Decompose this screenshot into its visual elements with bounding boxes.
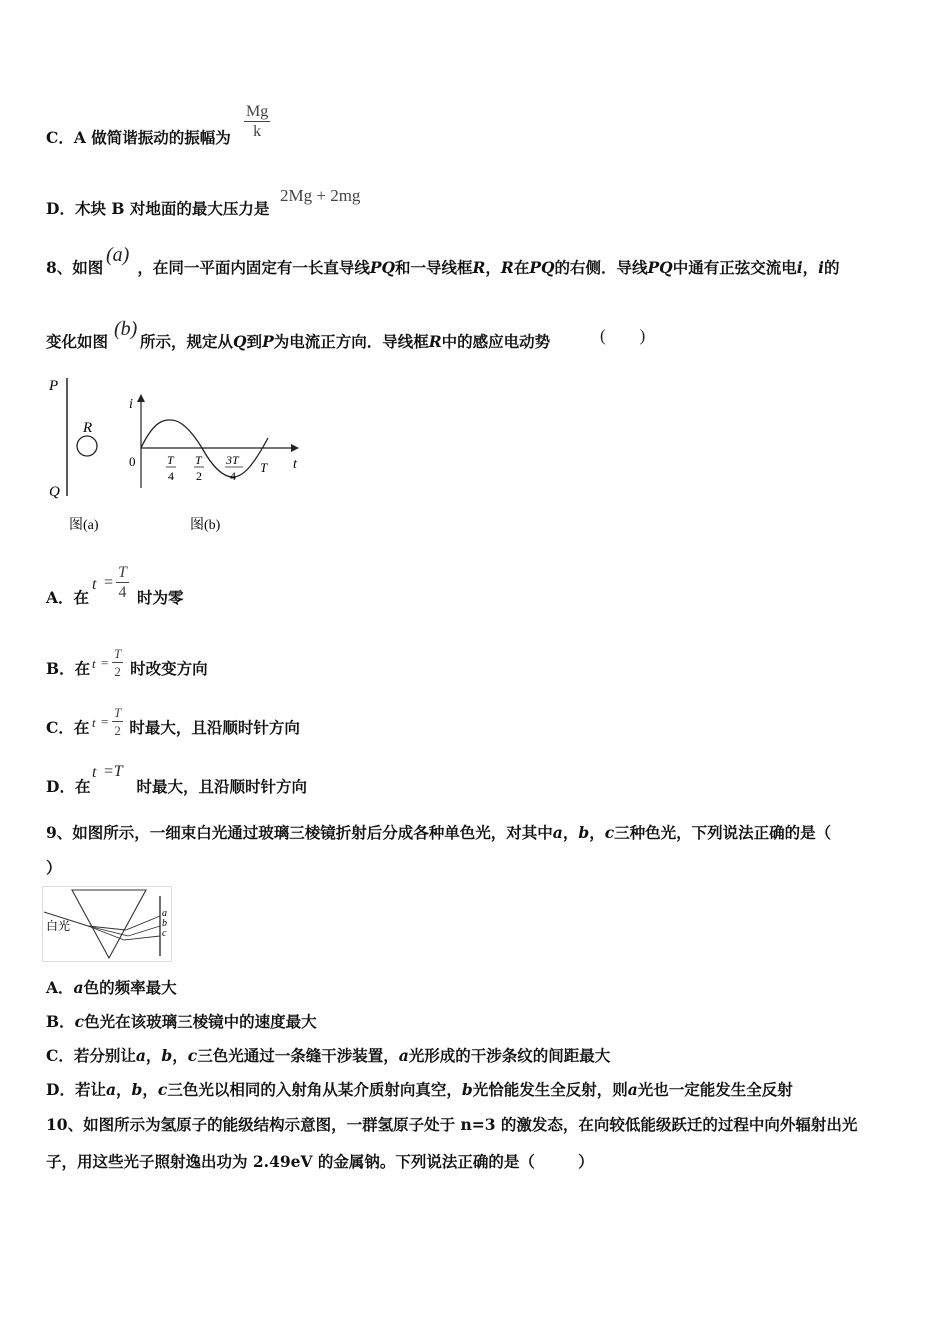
fraction-denominator: 2 (114, 664, 121, 679)
q10-stem-line1: 10、如图所示为氢原子的能级结构示意图，一群氢原子处于 n=3 的激发态，在向较低能级跃迁的过程中向外辐射出光 (46, 1115, 858, 1134)
text: ， (589, 823, 605, 842)
label-p: P (49, 378, 59, 394)
text: 到 (246, 332, 263, 351)
text: 中通有正弦交流电 (672, 258, 797, 277)
white-light-label: 白光 (46, 919, 71, 933)
fraction-numerator: Mg (246, 103, 269, 120)
text: ， (116, 1080, 132, 1099)
text: 时最大，且沿顺时针方向 (129, 718, 300, 737)
q7-option-d (46, 199, 269, 219)
ray-c (124, 936, 160, 940)
option-label: C． (46, 718, 74, 737)
var-pq: PQ (529, 258, 555, 277)
text: ，在同一平面内固定有一长直导线 (137, 258, 370, 277)
text: 如图 (72, 258, 104, 277)
var-r: R (472, 258, 486, 277)
text: 9、如图所示，一细束白光通过玻璃三棱镜折射后分成各种单色光，对其中 (46, 823, 553, 842)
q8-option-d (46, 777, 307, 797)
text: ， (562, 823, 579, 842)
q7c-fraction (244, 102, 270, 141)
text: 和一导线框 (395, 258, 473, 277)
var-b: b (131, 1080, 143, 1099)
tick-t4-num: T (167, 453, 174, 467)
text: 在 (74, 659, 91, 678)
var-a: a (135, 1046, 146, 1065)
text: 在 (513, 258, 530, 277)
text: 三色光通过一条缝干涉装置， (197, 1046, 399, 1065)
q8-option-c (46, 718, 300, 738)
opt-b-eq: = (101, 655, 109, 670)
option-label: B． (46, 659, 75, 678)
var-r: R (500, 258, 514, 277)
fraction-numerator: T (114, 705, 122, 720)
q9-stem-line2: ） (46, 858, 62, 877)
opt-c-t: t (92, 715, 96, 730)
text: 光形成的干涉条纹的间距最大 (408, 1046, 611, 1065)
t-axis-arrow (291, 444, 299, 452)
q9-option-c (46, 1046, 610, 1066)
text: ， (802, 258, 819, 277)
var-a: a (398, 1046, 409, 1065)
option-label: B． (46, 1012, 75, 1031)
fraction-numerator: T (114, 646, 122, 661)
tick-t-label: T (260, 460, 268, 475)
option-label: D． (46, 199, 75, 218)
opt-d-eq: =T (103, 763, 123, 780)
var-r: R (428, 332, 442, 351)
opt-b-t: t (92, 656, 96, 671)
text: 三色光以相同的入射角从某介质射向真空， (167, 1080, 462, 1099)
q7-option-c (46, 128, 231, 148)
t-axis-label: t (293, 457, 297, 472)
q9-stem-line1 (46, 823, 831, 843)
option-label: D． (46, 777, 75, 796)
tick-3t4-den: 4 (230, 469, 236, 483)
q9-option-b (46, 1012, 317, 1032)
var-i: i (796, 258, 803, 277)
text: 的 (824, 258, 840, 277)
opt-c-fraction (112, 704, 123, 739)
tick-3t4-num: 3T (226, 453, 239, 467)
var-pq: PQ (369, 258, 395, 277)
text: ， (485, 258, 501, 277)
answer-paren: ( ) (600, 326, 646, 345)
text: 若让 (74, 1080, 106, 1099)
text: 三种色光，下列说法正确的是（ (614, 823, 832, 842)
var-a: a (73, 978, 84, 997)
text: 在 (73, 588, 90, 607)
var-c: c (74, 1012, 85, 1031)
text: 时改变方向 (130, 659, 208, 678)
text: 在 (74, 777, 91, 796)
q8-option-a (46, 588, 184, 608)
option-text: 木块 B 对地面的最大压力是 (74, 199, 270, 218)
text: 时最大，且沿顺时针方向 (136, 777, 307, 796)
option-label: A． (46, 978, 74, 997)
var-b: b (578, 823, 590, 842)
fraction-denominator: 4 (118, 584, 127, 601)
text: 时为零 (137, 588, 184, 607)
var-q: Q (233, 332, 247, 351)
var-a: a (105, 1080, 117, 1099)
fraction-denominator: k (253, 123, 262, 140)
var-pq: PQ (647, 258, 673, 277)
fig-a-ref: (a) (106, 244, 130, 266)
text: 所示，规定从 (140, 332, 234, 351)
tick-t2-num: T (195, 453, 202, 467)
opt-a-t: t (92, 576, 97, 593)
var-a: a (627, 1080, 638, 1099)
var-a: a (552, 823, 563, 842)
q9-prism-figure (42, 886, 172, 962)
var-c: c (187, 1046, 198, 1065)
q9-option-d (46, 1080, 793, 1100)
opt-b-fraction (112, 645, 123, 680)
ray-a-label: a (162, 908, 167, 919)
text: 变化如图 (46, 332, 109, 351)
tick-t4-den: 4 (168, 469, 174, 483)
text: 的右侧．导线 (554, 258, 648, 277)
text: 在 (73, 718, 90, 737)
text: 中的感应电动势 (441, 332, 551, 351)
fraction-denominator: 2 (114, 723, 121, 738)
text: 光也一定能发生全反射 (637, 1080, 793, 1099)
text: ， (142, 1080, 158, 1099)
text: 色光在该玻璃三棱镜中的速度最大 (84, 1012, 317, 1031)
opt-a-fraction (116, 563, 129, 602)
option-text: A 做简谐振动的振幅为 (73, 128, 231, 147)
ray-b-label: b (162, 918, 167, 929)
origin-label: 0 (129, 454, 136, 469)
text: 色的频率最大 (83, 978, 177, 997)
var-b: b (461, 1080, 473, 1099)
q8-option-b (46, 659, 208, 679)
var-b: b (161, 1046, 173, 1065)
opt-a-eq: = (104, 574, 114, 591)
caption-b: 图(b) (190, 518, 221, 533)
ray-c-label: c (162, 928, 167, 939)
opt-c-eq: = (101, 714, 109, 729)
text: 若分别让 (73, 1046, 136, 1065)
label-r: R (83, 420, 93, 436)
loop-r (77, 436, 97, 456)
fraction-numerator: T (118, 564, 127, 581)
option-label: C． (46, 1046, 74, 1065)
fig-b-ref: (b) (114, 318, 138, 340)
caption-a: 图(a) (69, 518, 99, 533)
tick-t2-den: 2 (196, 469, 202, 483)
i-axis-arrow (137, 394, 145, 402)
text: ， (145, 1046, 162, 1065)
q10-stem-line2: 子，用这些光子照射逸出功为 2.49eV 的金属钠。下列说法正确的是（ ） (46, 1152, 594, 1171)
var-c: c (157, 1080, 168, 1099)
i-axis-label: i (129, 397, 133, 412)
q8-stem-line1 (46, 258, 840, 278)
text: ， (172, 1046, 188, 1065)
text: 光恰能发生全反射，则 (472, 1080, 628, 1099)
var-i: i (818, 258, 824, 277)
text: 为电流正方向．导线框 (273, 332, 429, 351)
option-label: A． (46, 588, 74, 607)
q8-figure (40, 372, 320, 542)
option-label: D． (46, 1080, 75, 1099)
option-label: C． (46, 128, 74, 147)
q7d-formula: 2Mg + 2mg (280, 186, 361, 205)
label-q: Q (49, 484, 60, 500)
q9-option-a (46, 978, 177, 998)
var-c: c (604, 823, 615, 842)
question-number: 8、 (46, 258, 73, 277)
var-p: P (262, 332, 274, 351)
opt-d-t: t (92, 764, 97, 781)
